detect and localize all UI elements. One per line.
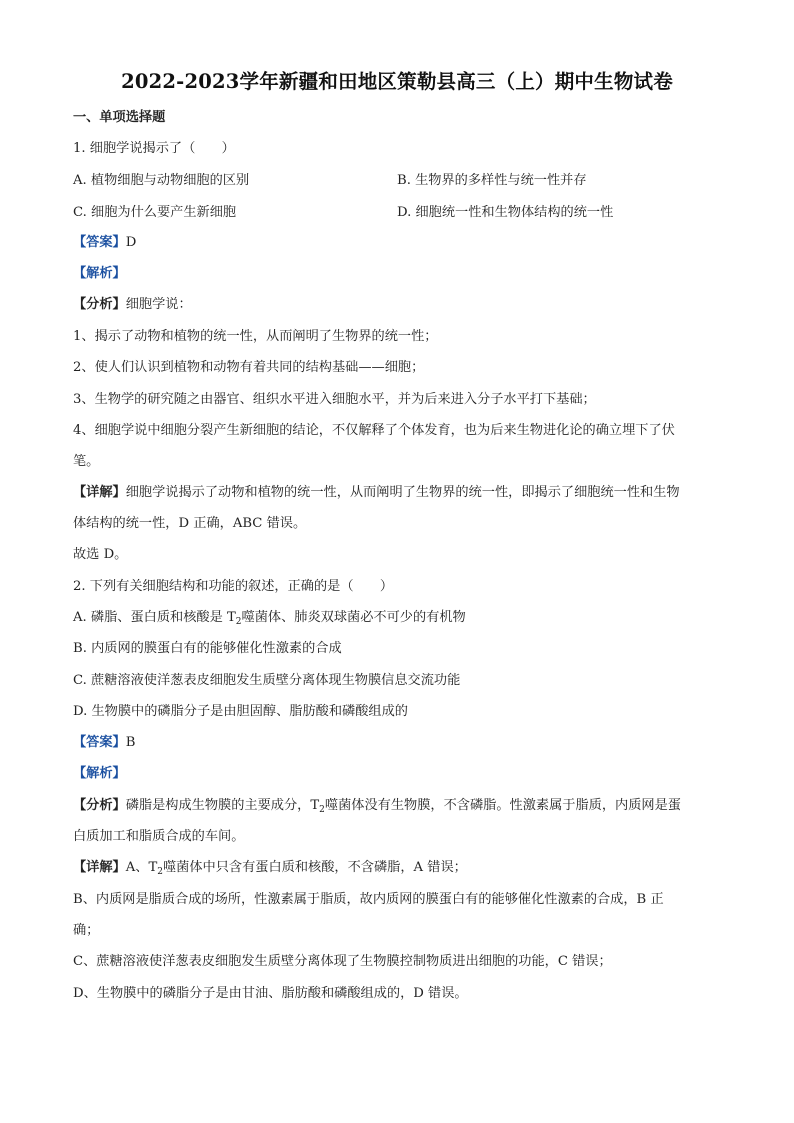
q1-fenxi — [73, 295, 192, 315]
section-heading: 一、单项选择题 — [73, 110, 166, 125]
q1-option-a: A. 植物细胞与动物细胞的区别 — [73, 173, 250, 188]
q2-detail-d: D、生物膜中的磷脂分子是由甘油、脂肪酸和磷酸组成的，D 错误。 — [73, 986, 468, 1001]
q2-detail-b-line-1: B、内质网是脂质合成的场所，性激素属于脂质，故内质网的膜蛋白有的能够催化性激素的合成，B 正 — [73, 892, 664, 907]
q2-detail-b-line-2: 确； — [73, 923, 100, 938]
q1-point-1: 1、揭示了动物和植物的统一性，从而阐明了生物界的统一性； — [73, 329, 438, 344]
answer-tag: 【答案】 — [73, 235, 126, 250]
q1-conclusion: 故选 D。 — [73, 547, 128, 562]
q1-option-d: D. 细胞统一性和生物体结构的统一性 — [397, 205, 614, 220]
xiangjie-text: 细胞学说揭示了动物和植物的统一性，从而阐明了生物界的统一性，即揭示了细胞统一性和生物 — [125, 485, 680, 500]
q1-option-b: B. 生物界的多样性与统一性并存 — [397, 173, 587, 188]
q2-option-c: C. 蔗糖溶液使洋葱表皮细胞发生质壁分离体现生物膜信息交流功能 — [73, 673, 461, 688]
q1-stem: 1. 细胞学说揭示了（ ） — [73, 141, 235, 156]
fenxi-tag: 【分析】 — [73, 297, 126, 312]
answer-value: B — [125, 735, 136, 750]
fenxi-text: 细胞学说： — [125, 297, 192, 312]
q1-analysis-tag — [73, 264, 126, 284]
q1-detail-line-1 — [73, 483, 680, 503]
q2-option-a-post: 噬菌体、肺炎双球菌必不可少的有机物 — [241, 610, 466, 625]
analysis-tag: 【解析】 — [73, 266, 126, 281]
q2-answer — [73, 733, 135, 753]
q1-point-2: 2、使人们认识到植物和动物有着共同的结构基础——细胞； — [73, 360, 425, 375]
q1-detail-line-2: 体结构的统一性，D 正确，ABC 错误。 — [73, 516, 307, 531]
q1-answer — [73, 233, 136, 253]
page-title: 2022-2023学年新疆和田地区策勒县高三（上）期中生物试卷 — [121, 70, 673, 93]
fenxi-tag: 【分析】 — [73, 798, 126, 813]
detail-a-post: 噬菌体中只含有蛋白质和核酸，不含磷脂，A 错误； — [163, 860, 467, 875]
q1-point-3: 3、生物学的研究随之由器官、组织水平进入细胞水平，并为后来进入分子水平打下基础； — [73, 392, 596, 407]
q2-option-a — [73, 608, 466, 628]
q2-detail-c: C、蔗糖溶液使洋葱表皮细胞发生质壁分离体现了生物膜控制物质进出细胞的功能，C 错误； — [73, 954, 612, 969]
subscript: 2 — [319, 805, 325, 815]
detail-a-pre: A、T — [125, 860, 158, 875]
fenxi-post: 噬菌体没有生物膜，不含磷脂。性激素属于脂质，内质网是蛋 — [324, 798, 681, 813]
q2-analysis-tag — [73, 764, 126, 784]
fenxi-pre: 磷脂是构成生物膜的主要成分，T — [125, 798, 320, 813]
q2-option-d: D. 生物膜中的磷脂分子是由胆固醇、脂肪酸和磷酸组成的 — [73, 704, 408, 719]
subscript: 2 — [235, 617, 242, 627]
q1-point-4-line-2: 笔。 — [73, 454, 100, 469]
q2-option-a-pre: A. 磷脂、蛋白质和核酸是 T — [73, 610, 236, 625]
q1-option-c: C. 细胞为什么要产生新细胞 — [73, 205, 237, 220]
q2-detail-a — [73, 858, 467, 878]
xiangjie-tag: 【详解】 — [73, 860, 126, 875]
q2-stem: 2. 下列有关细胞结构和功能的叙述，正确的是（ ） — [73, 579, 394, 594]
answer-tag: 【答案】 — [73, 735, 126, 750]
q2-option-b: B. 内质网的膜蛋白有的能够催化性激素的合成 — [73, 641, 342, 656]
q1-point-4-line-1: 4、细胞学说中细胞分裂产生新细胞的结论，不仅解释了个体发育，也为后来生物进化论的确立埋下了伏 — [73, 423, 675, 438]
q2-fenxi-line-1 — [73, 796, 681, 816]
q2-fenxi-line-2: 白质加工和脂质合成的车间。 — [73, 829, 245, 844]
answer-value: D — [125, 235, 137, 250]
analysis-tag: 【解析】 — [73, 766, 126, 781]
xiangjie-tag: 【详解】 — [73, 485, 126, 500]
subscript: 2 — [157, 867, 163, 877]
